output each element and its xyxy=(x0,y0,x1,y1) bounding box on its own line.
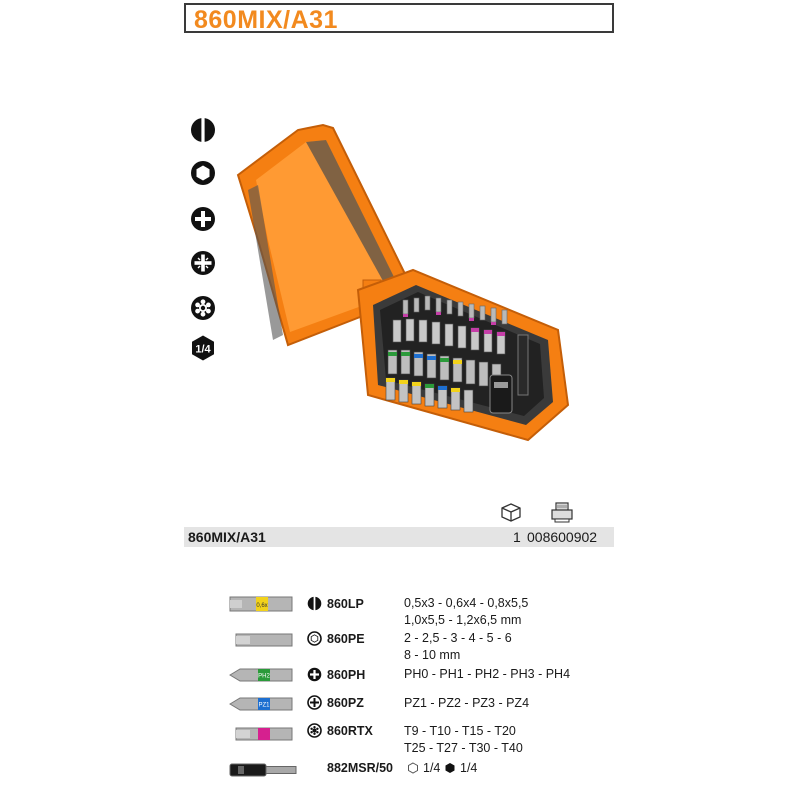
item-sizes-860ph xyxy=(404,666,570,683)
hex-outline-icon xyxy=(407,762,419,774)
hex-icon xyxy=(189,159,217,187)
sizes-line: PH0 - PH1 - PH2 - PH3 - PH4 xyxy=(404,667,571,681)
barcode-printer-icon xyxy=(550,502,574,524)
item-code-860lp: 860LP xyxy=(327,597,364,611)
bit-image-860lp xyxy=(228,594,294,614)
bit-label-860pz: PZ1 xyxy=(258,702,270,709)
pozidriv-icon xyxy=(189,249,217,277)
quarter-inch-label: 1/4 xyxy=(195,343,211,356)
product-image xyxy=(228,120,588,450)
title-box xyxy=(184,3,614,33)
item-code-860rtx: 860RTX xyxy=(327,724,373,738)
sizes-line: T9 - T10 - T15 - T20 xyxy=(404,724,516,738)
info-bar xyxy=(184,527,614,547)
sizes-line: 8 - 10 mm xyxy=(404,648,461,662)
sizes-line: 0,5x3 - 0,6x4 - 0,8x5,5 xyxy=(404,596,529,610)
bit-image-860pe xyxy=(228,630,294,650)
item-code-860ph: 860PH xyxy=(327,668,366,682)
torx-icon xyxy=(189,294,217,322)
bit-image-860pz xyxy=(228,694,294,714)
info-code: 860MIX/A31 xyxy=(188,529,266,545)
torx-icon xyxy=(307,723,322,738)
bit-image-860rtx xyxy=(228,724,294,744)
item-code-860pz: 860PZ xyxy=(327,696,364,710)
bit-label-860ph: PH2 xyxy=(258,673,270,680)
sizes-line: 2 - 2,5 - 3 - 4 - 5 - 6 xyxy=(404,631,512,645)
phillips-icon xyxy=(189,205,217,233)
item-code-882msr: 882MSR/50 xyxy=(327,761,394,775)
package-icon xyxy=(500,502,522,522)
phillips-icon xyxy=(307,667,322,682)
slotted-icon xyxy=(189,116,217,144)
size-a: 1/4 xyxy=(423,761,441,775)
bit-image-860ph xyxy=(228,665,294,685)
hex-filled-icon xyxy=(444,762,456,774)
bit-image-882msr xyxy=(228,760,304,780)
item-sizes-860pe xyxy=(404,630,512,664)
item-sizes-860lp xyxy=(404,595,528,629)
sizes-line: PZ1 - PZ2 - PZ3 - PZ4 xyxy=(404,696,530,710)
pozidriv-icon xyxy=(307,695,322,710)
item-sizes-860rtx xyxy=(404,723,523,757)
page-title: 860MIX/A31 xyxy=(194,6,338,34)
item-sizes-860pz xyxy=(404,695,529,712)
bit-label-860lp: 0,6x xyxy=(256,603,268,609)
slotted-icon xyxy=(307,596,322,611)
hex-icon xyxy=(307,631,322,646)
info-ean: 008600902 xyxy=(527,529,598,545)
sizes-line: T25 - T27 - T30 - T40 xyxy=(404,741,523,755)
sizes-line: 1,0x5,5 - 1,2x6,5 mm xyxy=(404,613,522,627)
info-quantity: 1 xyxy=(513,529,521,545)
quarter-inch-drive-icon xyxy=(189,334,217,362)
size-b: 1/4 xyxy=(460,761,478,775)
item-code-860pe: 860PE xyxy=(327,632,365,646)
